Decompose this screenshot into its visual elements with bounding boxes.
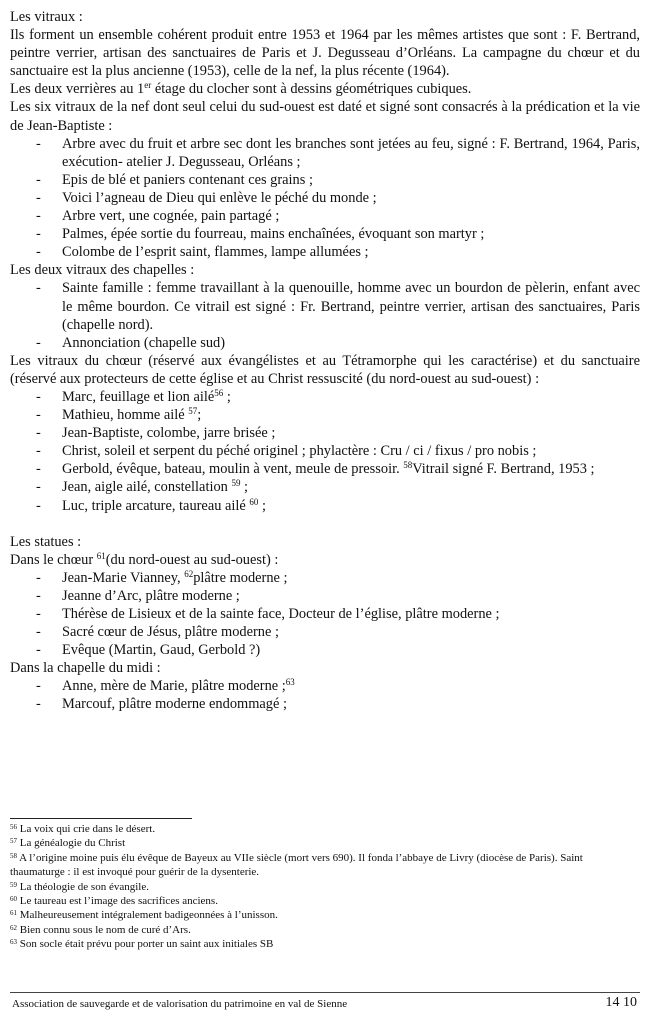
- list-item: [10, 406, 640, 424]
- footnote-number: 56: [10, 823, 17, 831]
- footnote: [10, 923, 630, 937]
- list-item: [10, 478, 640, 496]
- footnote-number: 63: [10, 938, 17, 947]
- anne-text: Anne, mère de Marie, plâtre moderne ;: [62, 678, 286, 695]
- list-item: - Palmes, épée sortie du fourreau, mains enchaînées, évoquant son martyr ;: [10, 225, 640, 243]
- footer-association: Association de sauvegarde et de valorisation du patrimoine en val de Sienne: [12, 998, 348, 1010]
- vianney-after: plâtre moderne ;: [193, 569, 288, 586]
- mathieu-text: Mathieu, homme ailé: [62, 407, 189, 424]
- footnote: [10, 908, 630, 922]
- marc-after: ;: [223, 388, 231, 405]
- list-item: [10, 569, 640, 587]
- section-spacer: [10, 515, 640, 533]
- vitraux-heading: Les vitraux :: [10, 9, 83, 25]
- statues-midi-list: [10, 677, 640, 713]
- statues-midi-intro: Dans la chapelle du midi :: [10, 660, 161, 677]
- mathieu-after: ;: [197, 407, 202, 424]
- footnote-divider: [10, 818, 192, 819]
- clocher-paragraph: [10, 80, 640, 98]
- page-number: 14 10: [605, 995, 637, 1010]
- footnote-number: 57: [10, 837, 17, 846]
- list-item: [10, 388, 640, 406]
- luc-after: ;: [258, 497, 266, 514]
- footnote: [10, 822, 630, 836]
- list-item: - Arbre avec du fruit et arbre sec dont les branches sont jetées au feu, signé : F. Bertrand, 1964, Paris, exécution- atelier J. Degusseau, Orléans ;: [10, 135, 640, 171]
- statues-heading: Les statues :: [10, 533, 82, 550]
- footnote-ref: 63: [285, 677, 295, 688]
- chapelles-list: [10, 279, 640, 351]
- footer-divider: [10, 992, 640, 993]
- list-item: - Evêque (Martin, Gaud, Gerbold ?): [10, 641, 640, 659]
- footnote-number: 60: [10, 895, 17, 904]
- footnote: [10, 894, 630, 908]
- list-item: [10, 497, 640, 515]
- statues-choeur-text: Dans le chœur: [10, 551, 97, 568]
- footnote: [10, 836, 630, 850]
- list-item: - Sainte famille : femme travaillant à la quenouille, homme avec un bourdon de pèlerin, enfant avec le même bourdon. Ce vitrail est signé : Fr. Bertrand, peintre verrier, artisan des sanctuaires, Paris (chapelle nord).: [10, 279, 640, 333]
- footnote-ref: 57: [188, 406, 198, 417]
- statues-choeur-intro: [10, 551, 640, 569]
- footnote-text: La théologie de son évangile.: [17, 880, 149, 893]
- statues-choeur-list: [10, 569, 640, 659]
- nef-intro: Les six vitraux de la nef dont seul celui du sud-ouest est daté et signé sont consacrés à la prédication et la vie de Jean-Baptiste :: [10, 99, 640, 134]
- jean-after: ;: [240, 479, 249, 496]
- list-item: - Annonciation (chapelle sud): [10, 334, 640, 352]
- chapelles-intro: Les deux vitraux des chapelles :: [10, 262, 195, 279]
- footnote-ref: 60: [249, 496, 259, 507]
- footnote-text: La voix qui crie dans le désert.: [17, 823, 156, 835]
- footnote-ref: 58: [403, 460, 413, 471]
- footnote-text: La généalogie du Christ: [17, 837, 126, 850]
- footnote-text: A l’origine moine puis élu évêque de Bayeux au VIIe siècle (mort vers 690). Il fonda l’abbaye de Livry (diocèse de Paris). Saint thaumaturge : il est invoqué pour guérir de la dysenterie.: [10, 851, 583, 879]
- list-item: - Arbre vert, une cognée, pain partagé ;: [10, 207, 640, 225]
- list-item: - Voici l’agneau de Dieu qui enlève le péché du monde ;: [10, 189, 640, 207]
- choeur-list: [10, 388, 640, 515]
- vianney-text: Jean-Marie Vianney,: [62, 569, 185, 586]
- clocher-text-b: étage du clocher sont à dessins géométriques cubiques.: [151, 81, 472, 98]
- footnote-number: 62: [10, 923, 17, 932]
- footnote: [10, 937, 630, 951]
- footnote-ref: 56: [214, 387, 224, 398]
- gerbold-text: Gerbold, évêque, bateau, moulin à vent, meule de pressoir.: [62, 461, 404, 478]
- footnote-ref: 59: [231, 478, 241, 489]
- footnote-number: 61: [10, 909, 17, 918]
- nef-list: [10, 135, 640, 262]
- footnotes: [10, 822, 630, 952]
- list-item: - Jeanne d’Arc, plâtre moderne ;: [10, 587, 640, 605]
- clocher-text-a: Les deux verrières au 1: [10, 81, 145, 98]
- choeur-intro: Les vitraux du chœur (réservé aux évangélistes et au Tétramorphe qui les caractérise) et du sanctuaire (réservé aux protecteurs de cette église et au Christ ressuscité (du nord-ouest au sud-ouest) :: [10, 352, 640, 387]
- list-item: [10, 460, 640, 478]
- luc-text: Luc, triple arcature, taureau ailé: [62, 497, 250, 514]
- footnote-text: Son socle était prévu pour porter un saint aux initiales SB: [17, 938, 274, 951]
- list-item: - Epis de blé et paniers contenant ces grains ;: [10, 171, 640, 189]
- footnote-number: 59: [10, 880, 17, 889]
- statues-choeur-after: (du nord-ouest au sud-ouest) :: [105, 551, 279, 568]
- footnote-ref: 62: [184, 568, 194, 579]
- footnote: [10, 851, 630, 880]
- vitraux-intro: Ils forment un ensemble cohérent produit entre 1953 et 1964 par les mêmes artistes que sont : F. Bertrand, peintre verrier, artisan des sanctuaires de Paris et J. Degusseau d’Orléans. La campagne du chœur et du sanctuaire est la plus ancienne (1953), celle de la nef, la plus récente (1964).: [10, 27, 640, 80]
- footnote-ref: 61: [96, 550, 106, 561]
- list-item: - Christ, soleil et serpent du péché originel ; phylactère : Cru / ci / fixus / pro nobis ;: [10, 442, 640, 460]
- list-item: - Jean-Baptiste, colombe, jarre brisée ;: [10, 424, 640, 442]
- footnote-text: Le taureau est l’image des sacrifices anciens.: [17, 895, 218, 908]
- list-item: - Thérèse de Lisieux et de la sainte face, Docteur de l’église, plâtre moderne ;: [10, 605, 640, 623]
- list-item: - Colombe de l’esprit saint, flammes, lampe allumées ;: [10, 243, 640, 261]
- footnote-text: Malheureusement intégralement badigeonnées à l’unisson.: [17, 909, 278, 922]
- marc-text: Marc, feuillage et lion ailé: [62, 388, 215, 405]
- gerbold-after: Vitrail signé F. Bertrand, 1953 ;: [412, 461, 595, 478]
- list-item: - Sacré cœur de Jésus, plâtre moderne ;: [10, 623, 640, 641]
- main-text: [10, 8, 640, 714]
- clocher-ordinal-sup: er: [144, 80, 152, 91]
- footnote-text: Bien connu sous le nom de curé d’Ars.: [17, 923, 191, 936]
- list-item: [10, 677, 640, 695]
- list-item: - Marcouf, plâtre moderne endommagé ;: [10, 695, 640, 713]
- footnote-number: 58: [10, 851, 17, 860]
- jean-text: Jean, aigle ailé, constellation: [62, 479, 232, 496]
- footnote: [10, 880, 630, 894]
